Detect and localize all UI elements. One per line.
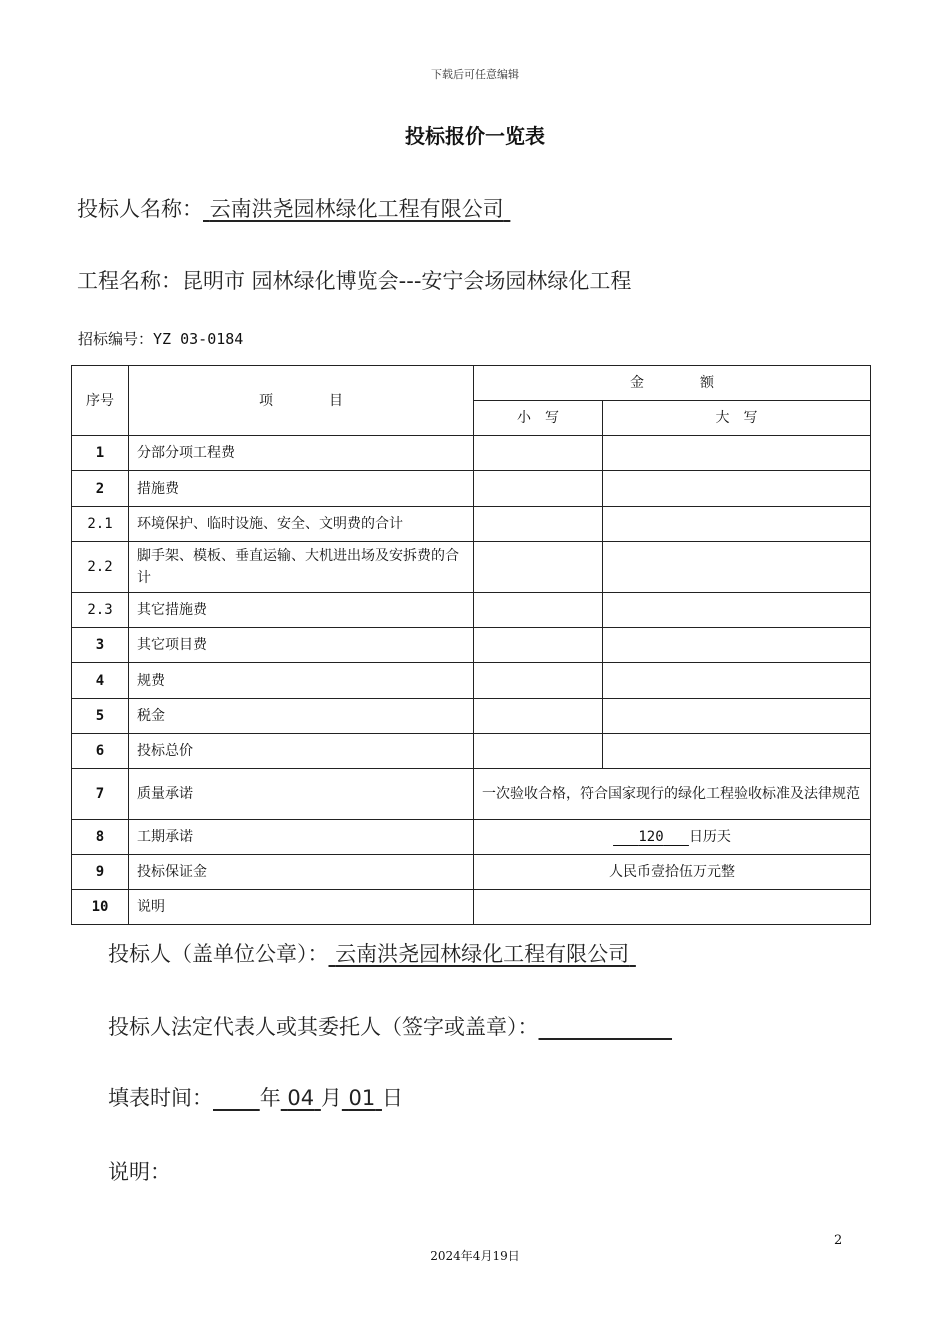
table-row (72, 542, 871, 593)
table-row (72, 471, 871, 507)
row-item: 分部分项工程费 (129, 436, 474, 471)
duration-days: 120 (638, 829, 664, 845)
header-amount-large: 大 写 (603, 401, 871, 436)
amount-large-cell[interactable] (603, 663, 871, 699)
amount-large-cell[interactable] (603, 471, 871, 507)
duration-commitment-value[interactable] (474, 820, 871, 855)
row-number: 4 (72, 663, 129, 699)
row-item: 质量承诺 (129, 769, 474, 820)
amount-large-cell[interactable] (603, 593, 871, 628)
bid-number-line (78, 328, 243, 349)
amount-large-cell[interactable] (603, 699, 871, 734)
row-item: 其它项目费 (129, 628, 474, 663)
duration-unit: 日历天 (688, 829, 731, 845)
amount-small-cell[interactable] (474, 471, 603, 507)
table-row (72, 855, 871, 890)
header-index: 序号 (72, 366, 129, 436)
page-number: 2 (834, 1233, 843, 1248)
row-number: 5 (72, 699, 129, 734)
row-item: 说明 (129, 890, 474, 925)
project-line (77, 265, 631, 295)
seal-label: 投标人（盖单位公章）： (108, 942, 329, 966)
row-number: 6 (72, 734, 129, 769)
row-item: 环境保护、临时设施、安全、文明费的合计 (129, 507, 474, 542)
table-row (72, 628, 871, 663)
representative-label: 投标人法定代表人或其委托人（签字或盖章）： (108, 1015, 539, 1039)
row-number: 2 (72, 471, 129, 507)
row-number: 3 (72, 628, 129, 663)
table-row (72, 507, 871, 542)
amount-large-cell[interactable] (603, 628, 871, 663)
row-number: 1 (72, 436, 129, 471)
amount-small-cell[interactable] (474, 628, 603, 663)
bidder-name: 云南洪尧园林绿化工程有限公司 (209, 197, 504, 221)
table-row (72, 769, 871, 820)
representative-line (108, 1011, 672, 1041)
row-number: 2.2 (72, 542, 129, 593)
table-row (72, 890, 871, 925)
bid-bond-value[interactable]: 人民币壹拾伍万元整 (474, 855, 871, 890)
row-item: 税金 (129, 699, 474, 734)
table-row (72, 699, 871, 734)
row-item: 工期承诺 (129, 820, 474, 855)
day-value[interactable]: 01 (348, 1086, 376, 1110)
table-row (72, 663, 871, 699)
row-item: 规费 (129, 663, 474, 699)
bid-number-value: YZ 03-0184 (153, 330, 244, 348)
year-suffix: 年 (259, 1086, 281, 1110)
header-amount: 金 额 (474, 366, 871, 401)
quality-commitment-value[interactable]: 一次验收合格，符合国家现行的绿化工程验收标准及法律规范 (474, 769, 871, 820)
amount-large-cell[interactable] (603, 436, 871, 471)
month-suffix: 月 (320, 1086, 342, 1110)
header-item: 项 目 (129, 366, 474, 436)
header-amount-small: 小 写 (474, 401, 603, 436)
header-note: 下载后可任意编辑 (431, 68, 519, 81)
amount-small-cell[interactable] (474, 734, 603, 769)
document-title: 投标报价一览表 (405, 124, 545, 148)
date-label: 填表时间： (108, 1086, 213, 1110)
quote-table (71, 365, 871, 925)
amount-small-cell[interactable] (474, 593, 603, 628)
representative-signature-blank[interactable] (539, 1015, 673, 1039)
day-suffix: 日 (381, 1086, 403, 1110)
amount-small-cell[interactable] (474, 699, 603, 734)
amount-large-cell[interactable] (603, 542, 871, 593)
amount-small-cell[interactable] (474, 436, 603, 471)
row-number: 9 (72, 855, 129, 890)
seal-line (108, 938, 636, 968)
row-item: 脚手架、模板、垂直运输、大机进出场及安拆费的合计 (129, 542, 474, 593)
row-number: 2.1 (72, 507, 129, 542)
amount-large-cell[interactable] (603, 734, 871, 769)
row-item: 投标保证金 (129, 855, 474, 890)
table-header-row (72, 366, 871, 401)
row-number: 10 (72, 890, 129, 925)
note-label: 说明： (108, 1160, 171, 1184)
row-number: 7 (72, 769, 129, 820)
amount-large-cell[interactable] (603, 507, 871, 542)
seal-company: 云南洪尧园林绿化工程有限公司 (335, 942, 630, 966)
amount-small-cell[interactable] (474, 507, 603, 542)
bidder-line (77, 193, 510, 223)
project-name: 昆明市 园林绿化博览会---安宁会场园林绿化工程 (182, 269, 632, 293)
row-item: 其它措施费 (129, 593, 474, 628)
remarks-value[interactable] (474, 890, 871, 925)
year-blank[interactable] (213, 1086, 260, 1110)
bid-number-label: 招标编号： (78, 330, 154, 348)
date-line (108, 1082, 403, 1112)
footer-date: 2024年4月19日 (430, 1249, 520, 1263)
table-row (72, 436, 871, 471)
row-item: 投标总价 (129, 734, 474, 769)
row-number: 2.3 (72, 593, 129, 628)
amount-small-cell[interactable] (474, 663, 603, 699)
project-label: 工程名称： (77, 269, 182, 293)
table-row (72, 593, 871, 628)
table-row (72, 820, 871, 855)
month-value[interactable]: 04 (287, 1086, 315, 1110)
amount-small-cell[interactable] (474, 542, 603, 593)
row-item: 措施费 (129, 471, 474, 507)
table-row (72, 734, 871, 769)
bidder-label: 投标人名称： (77, 197, 203, 221)
row-number: 8 (72, 820, 129, 855)
